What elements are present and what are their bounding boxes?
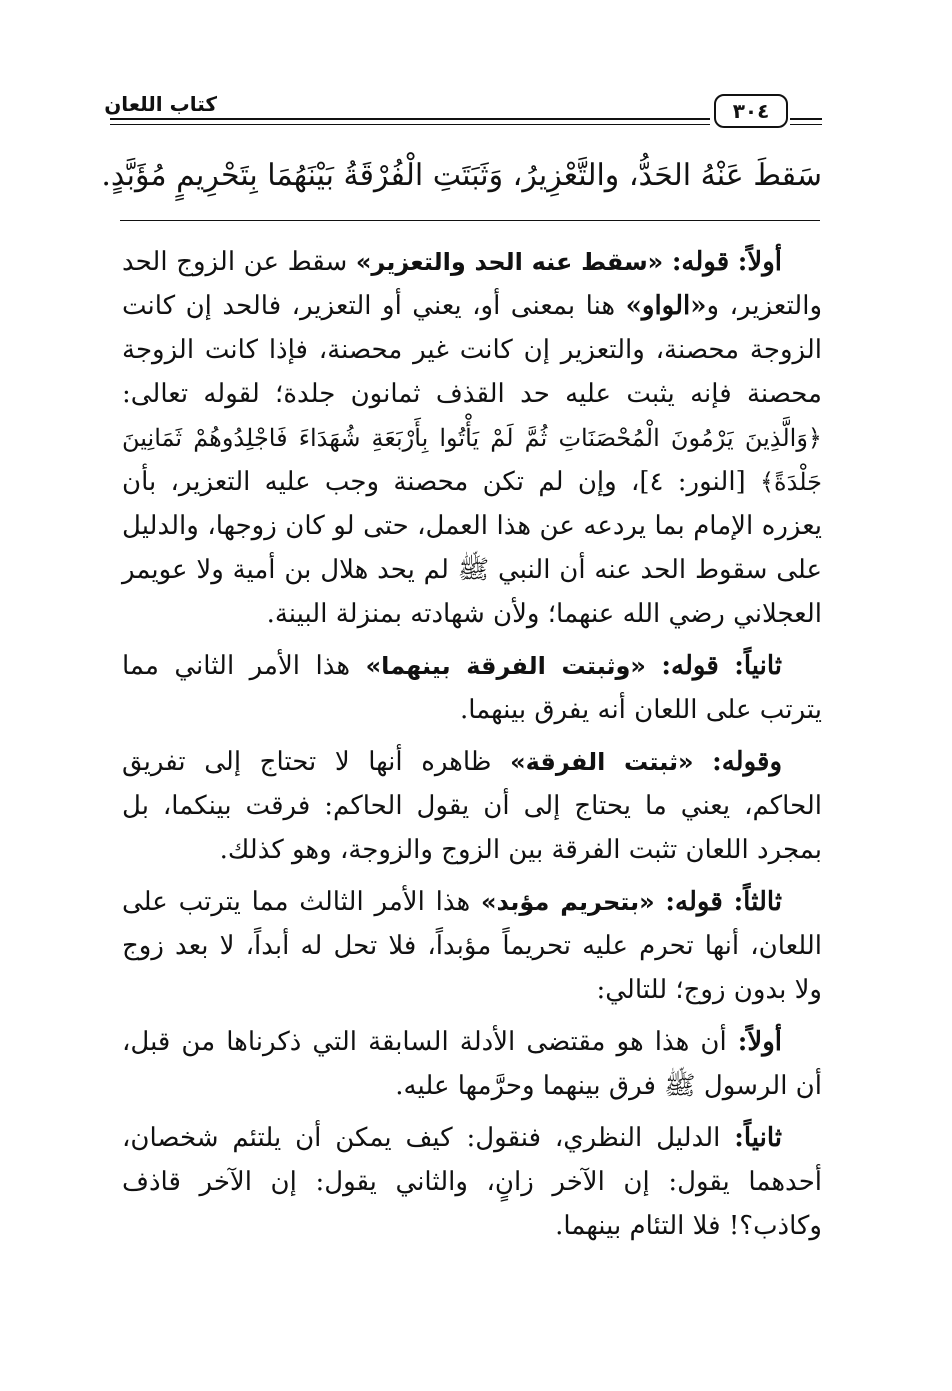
quote: «وثبتت الفرقة بينهما» [365, 652, 646, 680]
page-header [104, 84, 822, 144]
point-label: أولاً: [737, 1027, 782, 1057]
point-label: أولاً: [737, 247, 783, 277]
paragraph-text: سقط عن الزوج الحد والتعزير، و [122, 247, 822, 321]
matn-text: سَقطَ عَنْهُ الحَدُّ، والتَّعْزِيرُ، وَثَبَتَتِ الْفُرْقَةُ بَيْنَهُمَا بِتَحْرِيمٍ مُؤَبَّدٍ. [101, 158, 822, 193]
paragraph-text: هذا الأمر الثاني مما يترتب على اللعان أنه يفرق بينهما. [122, 651, 822, 725]
commentary [122, 240, 822, 1256]
matn-divider [120, 220, 820, 221]
qawluh-label: قوله: [665, 887, 723, 917]
verse-reference: [النور: ٤] [639, 467, 760, 497]
point-label: ثانياً: [734, 1123, 782, 1153]
paragraph-text: أن هذا هو مقتضى الأدلة السابقة التي ذكرناها من قبل، أن الرسول ﷺ فرق بينهما وحرَّمها عليه. [122, 1027, 822, 1101]
qawluh-label: قوله: [661, 651, 719, 681]
paragraph-2 [122, 644, 822, 732]
quote: «الواو» [625, 291, 707, 321]
paragraph-4 [122, 880, 822, 1012]
paragraph-3 [122, 740, 822, 872]
paragraph-text: هذا الأمر الثالث مما يترتب على اللعان، أنها تحرم عليه تحريماً مؤبداً، فلا تحل له أبداً، لا بعد زوج ولا بدون زوج؛ للتالي: [122, 887, 822, 1005]
paragraph-6 [122, 1116, 822, 1248]
paragraph-text: هنا بمعنى أو، يعني أو التعزير، فالحد إن كانت الزوجة محصنة، والتعزير إن كانت غير محصنة، فإذا كانت الزوجة محصنة فإنه يثبت عليه حد القذف ثمانون جلدة؛ لقوله تعالى: [122, 291, 822, 409]
page-number: ٣٠٤ [714, 94, 788, 128]
point-label: وقوله: [712, 747, 783, 777]
header-rule [790, 124, 822, 125]
paragraph-text: الدليل النظري، فنقول: كيف يمكن أن يلتئم شخصان، أحدهما يقول: إن الآخر زانٍ، والثاني يقول: إن الآخر قاذف وكاذب؟! فلا التئام بينهما. [122, 1123, 822, 1241]
paragraph-text: ظاهره أنها لا تحتاج إلى تفريق الحاكم، يعني ما يحتاج إلى أن يقول الحاكم: فرقت بينكما، بل بمجرد اللعان تثبت الفرقة بين الزوج والزوجة، وهو كذلك. [122, 747, 822, 865]
point-label: ثانياً: [734, 651, 783, 681]
header-rule [790, 118, 822, 120]
paragraph-1 [122, 240, 822, 636]
paragraph-5 [122, 1020, 822, 1108]
quote: «سقط عنه الحد والتعزير» [355, 248, 664, 276]
quran-verse: ﴿وَالَّذِينَ يَرْمُونَ الْمُحْصَنَاتِ ثُمَّ لَمْ يَأْتُوا بِأَرْبَعَةِ شُهَدَاءَ فَاجْلِدُوهُمْ ثَمَانِينَ جَلْدَةً﴾ [122, 424, 822, 496]
paragraph-text: ، وإن لم تكن محصنة وجب عليه التعزير، بأن يعزره الإمام بما يردعه عن هذا العمل، حتى لو كان زوجها، والدليل على سقوط الحد عنه أن النبي ﷺ لم يحد هلال بن أمية ولا عويمر العجلاني رضي الله عنهما؛ ولأن شهادته بمنزلة البينة. [122, 467, 823, 629]
quote: «بتحريم مؤبد» [481, 888, 655, 916]
qawluh-label: قوله: [671, 247, 730, 277]
header-rule [110, 118, 710, 120]
quote: «ثبتت الفرقة» [510, 748, 694, 776]
header-rule [110, 124, 710, 125]
point-label: ثالثاً: [733, 887, 783, 917]
chapter-title: كتاب اللعان [104, 92, 217, 116]
